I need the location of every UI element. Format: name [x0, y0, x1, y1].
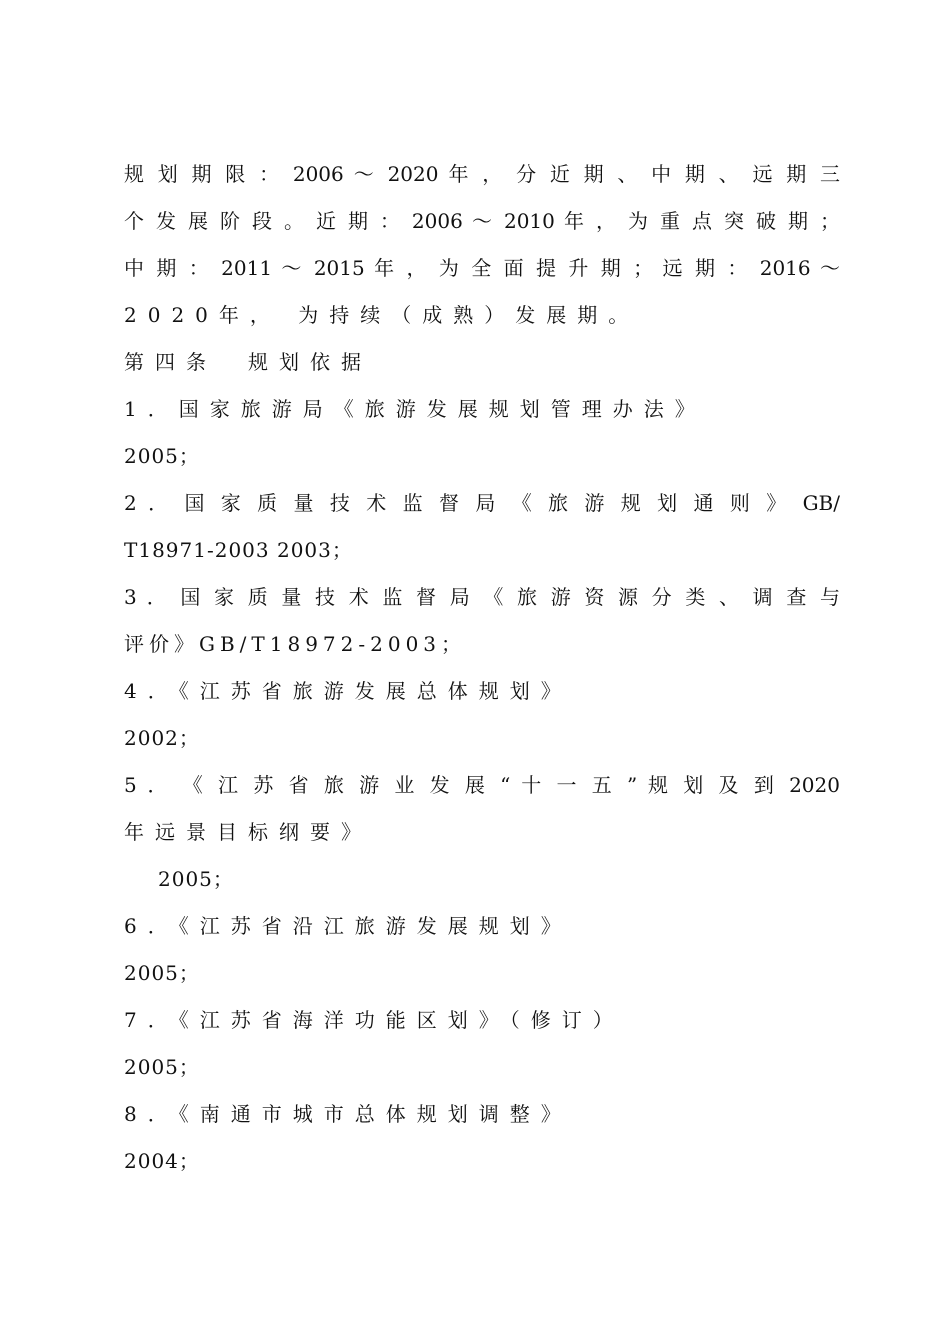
- reference-item-5-cont: 年远景目标纲要》: [124, 820, 372, 844]
- reference-year-4: 2002；: [124, 726, 200, 750]
- reference-year-6: 2005；: [124, 961, 200, 985]
- reference-year-8: 2004；: [124, 1149, 200, 1173]
- text-line-1: 规 划 期 限 ： 2006 ～ 2020 年 ， 分 近 期 、 中 期 、 远 期 三: [124, 162, 840, 186]
- reference-item-7: 7．《江苏省海洋功能区划》（修订）: [124, 1008, 624, 1032]
- reference-item-3: 3 ． 国 家 质 量 技 术 监 督 局 《 旅 游 资 源 分 类 、 调 查 与: [124, 585, 840, 609]
- reference-year-5: 2005；: [158, 867, 234, 891]
- reference-item-5: 5 ． 《 江 苏 省 旅 游 业 发 展 “ 十 一 五 ” 规 划 及 到 2020: [124, 773, 840, 797]
- reference-item-3-cont: 评价》GB/T18972-2003；: [124, 632, 467, 656]
- reference-item-6: 6．《江苏省沿江旅游发展规划》: [124, 914, 572, 938]
- reference-year-1: 2005；: [124, 444, 200, 468]
- text-line-4: 2020年， 为持续（成熟）发展期。: [124, 303, 640, 327]
- reference-item-8: 8．《南通市城市总体规划调整》: [124, 1102, 572, 1126]
- text-line-3: 中 期 ： 2011 ～ 2015 年 ， 为 全 面 提 升 期 ； 远 期 ： 2016 ～: [124, 256, 840, 280]
- reference-year-7: 2005；: [124, 1055, 200, 1079]
- reference-item-2: 2 ． 国 家 质 量 技 术 监 督 局 《 旅 游 规 划 通 则 》 GB/: [124, 491, 840, 515]
- reference-item-4: 4．《江苏省旅游发展总体规划》: [124, 679, 572, 703]
- section-heading: 第四条 规划依据: [124, 350, 372, 374]
- text-line-2: 个 发 展 阶 段 。 近 期 ： 2006 ～ 2010 年 ， 为 重 点 突 破 期 ；: [124, 209, 840, 233]
- reference-item-1: 1．国家旅游局《旅游发展规划管理办法》: [124, 397, 706, 421]
- reference-code-2: T18971-2003 2003；: [124, 538, 353, 562]
